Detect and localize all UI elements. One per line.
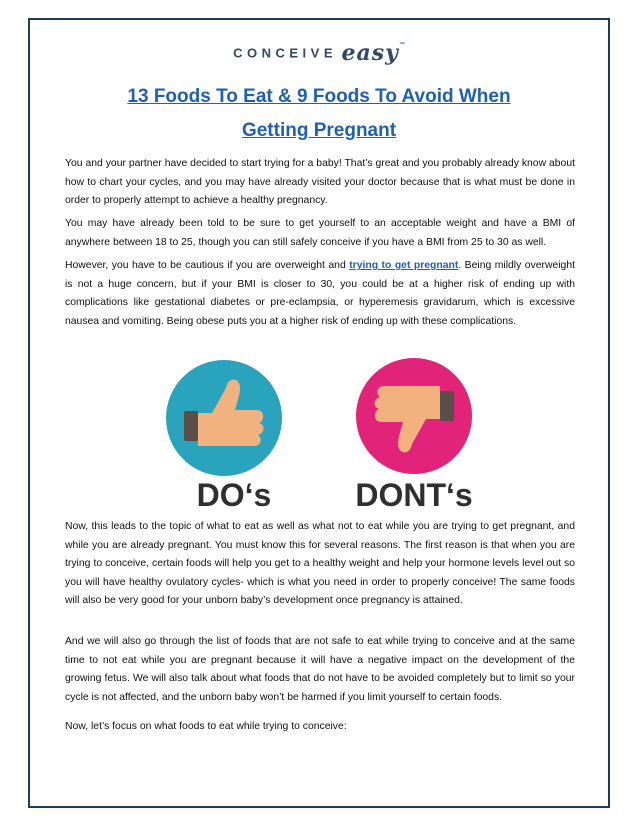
title-line-2: Getting Pregnant [241,120,397,141]
paragraph-overweight [65,257,575,331]
dos-donts-svg [30,358,608,510]
dos-donts-illustration [30,358,608,510]
paragraph-bmi: You may have already been told to be sure to get yourself to an acceptable weight and have a BMI of anywhere between 18 to 25, though you can still safely conceive if you have a BMI from 25 to 30 as well. [65,218,575,248]
paragraph-focus: Now, let’s focus on what foods to eat while trying to conceive: [65,721,347,732]
title-line-1: 13 Foods To Eat & 9 Foods To Avoid When [127,86,511,107]
do-label: DO‘s [196,477,272,510]
paragraph-intro: You and your partner have decided to start trying for a baby! That’s great and you probably already know about how to chart your cycles, and you may have already visited your doctor because that is what must be done in order to properly attempt to achieve a healthy pregnancy. [65,158,575,207]
dont-label: DONT‘s [355,477,473,510]
brand-trademark: ™ [398,42,405,48]
brand-script: easy [341,40,399,66]
paragraph-avoid: And we will also go through the list of foods that are not safe to eat while trying to conceive and at the same time to not eat while you are pregnant because it will have a negative impact on the development of the growing fetus. We will also talk about what foods that do not have to be avoided completely but to limit so your cycle is not affected, and the unborn baby won’t be harmed if you limit yourself to certain foods. [65,636,575,703]
p3-text-before: However, you have to be cautious if you are overweight and [65,260,350,271]
thumbs-up-icon [166,360,282,476]
p3-text-after: . Being mildly overweight is not a huge concern, but if your BMI is closer to 30, you could be at a higher risk of ending up with complications like gestational diabetes or pre-eclampsia, or hyperemesis gravidarum, which is excessive nausea and vomiting. Being obese puts you at a higher risk of ending up with these complications. [65,260,575,327]
trying-to-get-pregnant-link[interactable]: trying to get pregnant [349,260,459,271]
brand-prefix: CONCEIVE [233,45,338,61]
article-title[interactable] [50,80,588,148]
paragraph-topic: Now, this leads to the topic of what to eat as well as what not to eat while you are trying to get pregnant, and while you are already pregnant. You must know this for several reasons. The first reason is that when you are trying to conceive, certain foods will help you get to a healthy weight and help your hormone levels level out so you will have healthy ovulatory cycles- which is what you need in order to properly conceive! The same foods will also be very good for your unborn baby’s development once pregnancy is attained. [65,521,575,607]
thumbs-down-icon [356,358,472,474]
page-frame [28,18,610,808]
brand-logo[interactable] [30,40,608,66]
